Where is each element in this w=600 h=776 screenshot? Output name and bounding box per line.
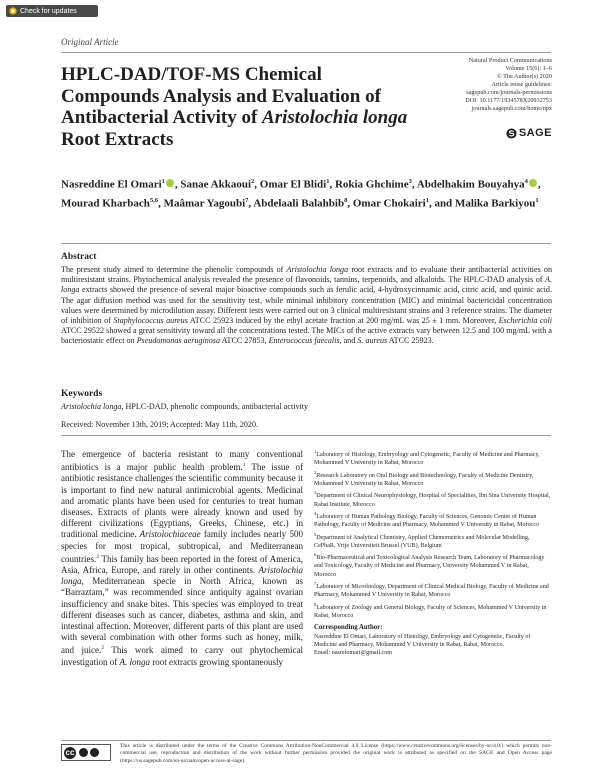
affiliation-text: Laboratory of Histology, Embryology and Cytogenetic, Faculty of Medicine and Pharmacy, Mohammed V University in Rabat, Morocco [314, 452, 540, 467]
orcid-icon[interactable] [166, 179, 174, 187]
author-name: Sanae Akkaoui [180, 178, 252, 191]
author-name: Nasreddine El Omari [61, 178, 162, 191]
abstract-segment: root extracts and to evaluate their antibacterial activities on multiresistant strains. Phytochemical analysis revealed the presence of flavonoids, tannins, terpenoids, and alkaloids. The HPLC-DAD analysis of [61, 265, 552, 285]
journal-reuse: Article reuse guidelines: [491, 81, 552, 88]
affiliation-number: 3 [314, 490, 317, 496]
article-type: Original Article [61, 37, 119, 47]
divider [61, 52, 551, 53]
corresponding-text: Nasreddine El Omari, Laboratory of Histology, Embryology and Cytogenetic, Faculty of Medicine and Pharmacy, Mohammed V University in Rabat, Rabat, Morocco. [314, 633, 531, 648]
journal-info [430, 57, 552, 113]
abstract-segment: ATCC 27853, [220, 336, 269, 346]
body-segment: Aristolochia longa [61, 565, 303, 587]
affiliation-text: Department of Clinical Neurophysiology, Hospital of Specialities, Ibn Sina University Hospital, Rabat Institute, Morocco [314, 493, 551, 508]
abstract-segment: Staphylococcus aureus [113, 316, 188, 326]
cc-by-nc-logo[interactable] [61, 744, 111, 761]
author-name: Abdelaali Balahbib [253, 197, 345, 210]
keywords-heading: Keywords [61, 389, 103, 399]
abstract-segment: ATCC 29522 showed a great sensitivity toward all the concentrations tested. The MICs of the active extracts vary between 12.5 and 100 mg/mL with a bacteriostatic effect on [61, 326, 552, 346]
author-name: Maâmar Yagoubi [163, 197, 246, 210]
keyword-lead: Aristolochia longa [61, 402, 122, 411]
affiliation-item [314, 510, 552, 530]
affiliation-item [314, 469, 552, 489]
author-affiliation-sup: 4 [524, 178, 528, 185]
affiliation-text: Research Laboratory on Oral Biology and Biotechnology, Faculty of Medicine Dentistry, Mohammed V University in Rabat, Morocco [314, 472, 534, 487]
sage-logo [495, 126, 552, 140]
affiliation-item [314, 601, 552, 621]
title-part1: HPLC-DAD/TOF-MS Chemical Compounds Analysis and Evaluation of Antibacterial Activity of [61, 64, 381, 128]
abstract-text [61, 265, 552, 347]
affiliation-text: Laboratory of Human Pathology Biology, Faculty of Sciences, Genomic Center of Human Pathology, Faculty of Medicine and Pharmacy, Mohammed V University in Rabat, Morocco [314, 513, 540, 529]
affiliation-number: 4 [314, 510, 317, 516]
body-segment: 2 [101, 645, 105, 652]
body-segment: The emergence of bacteria resistant to many conventional antibiotics is a major public health problem. [61, 449, 303, 473]
author-affiliation-sup: 1 [326, 178, 330, 185]
author-affiliation-sup: 1 [535, 196, 539, 204]
affiliation-text: Bio-Pharmaceutical and Toxicological Analysis Research Team, Laboratory of Pharmacology and Toxicology, Faculty of Medicine and Pharmacy, University Mohammed V in Rabat, Morocco [314, 555, 545, 578]
affiliation-text: Laboratory of Zoology and General Biology, Faculty of Sciences, Mohammed V University in Rabat, Morocco [314, 604, 547, 619]
affiliations-block [314, 448, 552, 657]
author-affiliation-sup: 8 [344, 196, 348, 204]
author-affiliation-sup: 3 [408, 178, 412, 185]
affiliation-number: 5 [314, 531, 317, 537]
title-part2: Root Extracts [61, 128, 174, 150]
author-name: Mourad Kharbach [61, 197, 150, 210]
journal-permissions-link[interactable]: sagepub.com/journals-permissions [466, 89, 552, 96]
abstract-segment: The present study aimed to determine the phenolic compounds of [61, 265, 287, 274]
title-species: Aristolochia longa [262, 107, 408, 128]
check-for-updates-label: Check for updates [20, 7, 77, 15]
introduction-text [61, 449, 303, 668]
body-segment: root extracts growing spontaneously [150, 656, 283, 667]
check-for-updates-badge[interactable] [6, 5, 98, 17]
license-text: This article is distributed under the terms of the Creative Commons Attribution-NonCommercial 4.0 License (https://www.creativecommons.org/licenses/by-nc/4.0/) which permits non-commercial use, reproduction and distribution of the work without further permission provided the original work is attributed as specified on the SAGE and Open Access page (https://us.sagepub.com/en-us/nam/open-access-at-sage). [120, 743, 552, 764]
received-dates: Received: November 13th, 2019; Accepted: May 11th, 2020. [61, 420, 259, 429]
affiliation-number: 6 [314, 552, 317, 558]
abstract-heading: Abstract [61, 252, 97, 262]
affiliation-item [314, 489, 552, 509]
body-segment: family includes nearly 500 species for most tropical, subtropical, and Mediterranean countries. [61, 529, 303, 564]
author-affiliation-sup: 2 [251, 178, 255, 185]
cc-attribution-icons [79, 748, 99, 757]
divider [61, 435, 551, 436]
body-segment: , Mediterranean specie in North Africa, known as “Barraztam,” was recommended since antiquity against ovarian insufficiency and snake bites. This species was employed to treat different diseases such as cancer, diabetes, asthma and skin, and intestinal affection. Moreover, different parts of this plant are used with several combination with other forms such as honey, milk, and juice. [61, 576, 303, 656]
author-affiliation-sup: 1 [161, 178, 165, 185]
author-affiliation-sup: 1 [425, 196, 429, 204]
abstract-segment: Escherichia coli [498, 316, 552, 326]
affiliation-item [314, 580, 552, 600]
affiliation-text: Department of Analytical Chemistry, Applied Chemometrics and Molecular Modelling, CePhaR, Vrije Universiteit Brussel (VUB), Belgium [314, 534, 530, 549]
affiliation-number: 2 [314, 469, 317, 475]
abstract-segment: ATCC 25923. [387, 336, 434, 346]
abstract-segment: extracts showed the presence of several major bioactive compounds such as ferulic acid, 4-hydroxycinnamic acid, citric acid, and quinic acid. The agar diffusion method was used for the sensitivity test, while minimal inhibitory concentration (MIC) and minimal bactericidal concentration values were determined by microdilution assay. Different tests were carried out on 3 clinical multiresistant strains and 3 reference strains. The diameter of inhibition of [61, 285, 552, 326]
check-updates-icon [9, 7, 17, 15]
affiliation-item [314, 551, 552, 579]
author-name: Abdelhakim Bouyahya [416, 178, 525, 191]
affiliation-item [314, 448, 552, 468]
body-segment: 2 [96, 553, 99, 560]
affiliation-number: 7 [314, 581, 317, 587]
author-affiliation-sup: 7 [245, 196, 249, 204]
journal-copyright: © The Author(s) 2020 [497, 73, 552, 80]
sage-logo-text: SAGE [518, 127, 552, 139]
body-segment: 1 [242, 462, 246, 469]
affiliation-number: 8 [314, 601, 317, 607]
body-segment: A. longa [119, 656, 150, 667]
cc-icon: cc [65, 747, 75, 757]
abstract-segment: Enterococcus faecalis [268, 336, 340, 346]
article-title [61, 64, 421, 150]
abstract-segment: Pseudomonas aeruginosa [136, 336, 221, 346]
journal-volume: Volume 15(6): 1–6 [505, 65, 552, 72]
author-name: Omar Chokairi [352, 197, 426, 210]
affiliation-number: 1 [314, 449, 317, 454]
sage-mark-icon [506, 128, 517, 139]
affiliations-list [314, 448, 552, 620]
author-list: Nasreddine El Omari$^1$ , Sanae Akkaoui$^2$, Omar El Blidi$^1$, Rokia Ghchime$^3$, Abdelhakim Bouyahya$^4$ , Mourad Kharbach$^{5,6}$, Maâmar Yagoubi$^7$, Abdelaali Balahbib$^8$, Omar Chokairi$^1$, and Malika Barkiyou$^1$ [61, 178, 541, 210]
journal-home-link[interactable]: journals.sagepub.com/home/npx [471, 105, 552, 112]
keyword-rest: , HPLC-DAD, phenolic compounds, antibacterial activity [121, 402, 309, 411]
divider [61, 243, 551, 244]
author-name: Malika Barkiyou [454, 197, 536, 210]
keywords-text [61, 402, 308, 411]
body-segment: Aristolochiaceae [139, 529, 201, 540]
nc-icon [90, 748, 99, 757]
body-segment: This family has been reported in the forest of America, Asia, Africa, Europe, and rarely in other continents. [61, 553, 303, 576]
body-segment: This work aimed to carry out phytochemical investigation of [61, 645, 303, 667]
abstract-segment: S. aureus [357, 336, 388, 346]
affiliation-item [314, 531, 552, 551]
body-segment: The issue of antibiotic resistance challenges the scientific community because it is important to find new natural antimicrobial agents. Medicinal and aromatic plants have been used for centuries to treat human diseases. Extracts of plants were already known and used by different civilizations (Egyptians, Greeks, Chinese, etc.) in traditional medicine. [61, 462, 303, 540]
orcid-icon[interactable] [529, 179, 537, 187]
abstract-segment: A. longa [61, 275, 552, 295]
author-name: Rokia Ghchime [334, 178, 409, 191]
abstract-segment: Aristolochia longa [286, 265, 349, 274]
author-affiliation-sup: 5,6 [149, 196, 159, 204]
author-name: Omar El Blidi [259, 178, 327, 191]
journal-doi[interactable]: DOI: 10.1177/1934578X20932753 [465, 97, 552, 104]
journal-name: Natural Product Communications [468, 57, 552, 64]
corresponding-email[interactable]: Email: nasrelomari@gmail.com [314, 650, 393, 657]
divider [61, 740, 551, 741]
abstract-segment: ATCC 25923 induced by the ethyl acetate fraction at 200 mg/mL was 25 ± 1 mm. Moreover, [187, 316, 499, 326]
abstract-segment: , and [339, 336, 358, 346]
by-icon [79, 748, 88, 757]
affiliation-text: Laboratory of Microbiology, Department of Clinical Medical Biology, Faculty of Medicine and Pharmacy, Mohammed V University in Rabat, Morocco [314, 584, 549, 599]
corresponding-heading: Corresponding Author: [314, 624, 383, 632]
